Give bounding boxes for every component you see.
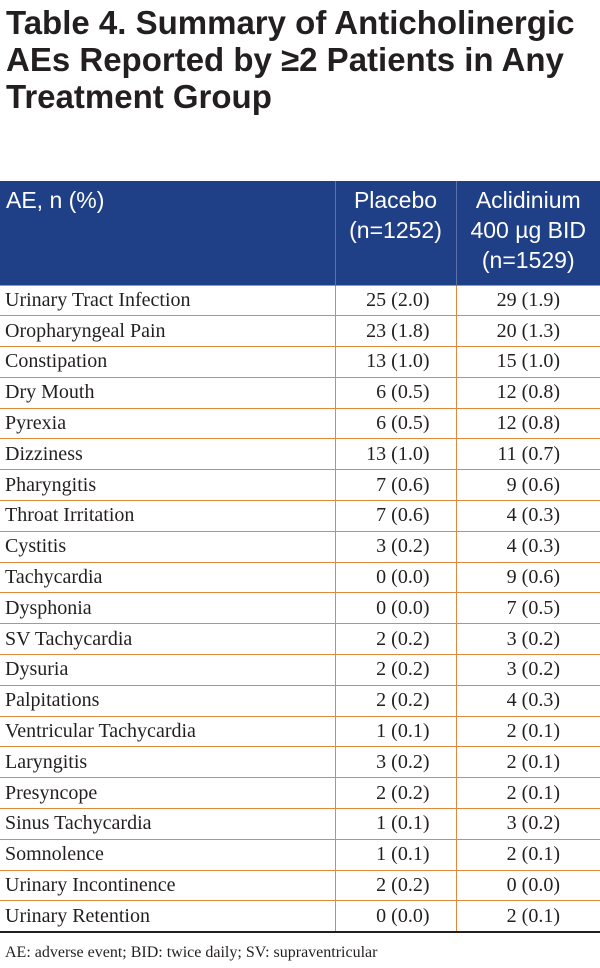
table-row xyxy=(0,778,600,809)
table-row xyxy=(0,285,600,316)
cell-ae: Dysuria xyxy=(0,655,335,686)
header-aclidinium-dose: 400 µg BID xyxy=(470,217,587,243)
cell-aclidinium: 7 (0.5) xyxy=(456,593,600,624)
table-row xyxy=(0,347,600,378)
cell-placebo: 1 (0.1) xyxy=(335,809,456,840)
cell-ae: Throat Irritation xyxy=(0,501,335,532)
cell-aclidinium: 2 (0.1) xyxy=(456,747,600,778)
cell-aclidinium: 9 (0.6) xyxy=(456,562,600,593)
cell-placebo: 13 (1.0) xyxy=(335,347,456,378)
cell-ae: Dysphonia xyxy=(0,593,335,624)
cell-aclidinium: 3 (0.2) xyxy=(456,624,600,655)
table-body xyxy=(0,285,600,932)
cell-ae: Pharyngitis xyxy=(0,470,335,501)
table-row xyxy=(0,501,600,532)
cell-placebo: 3 (0.2) xyxy=(335,747,456,778)
cell-placebo: 0 (0.0) xyxy=(335,593,456,624)
table-row xyxy=(0,624,600,655)
cell-placebo: 23 (1.8) xyxy=(335,316,456,347)
cell-aclidinium: 0 (0.0) xyxy=(456,870,600,901)
cell-ae: Urinary Retention xyxy=(0,901,335,932)
cell-aclidinium: 29 (1.9) xyxy=(456,285,600,316)
table-row xyxy=(0,531,600,562)
cell-placebo: 13 (1.0) xyxy=(335,439,456,470)
cell-aclidinium: 2 (0.1) xyxy=(456,716,600,747)
cell-aclidinium: 15 (1.0) xyxy=(456,347,600,378)
cell-aclidinium: 9 (0.6) xyxy=(456,470,600,501)
cell-placebo: 7 (0.6) xyxy=(335,501,456,532)
header-placebo-n: (n=1252) xyxy=(349,217,442,243)
cell-placebo: 2 (0.2) xyxy=(335,870,456,901)
table-row xyxy=(0,716,600,747)
header-placebo-name: Placebo xyxy=(353,187,438,213)
table-footnote: AE: adverse event; BID: twice daily; SV: supraventricular xyxy=(5,944,378,961)
header-aclidinium-name: Aclidinium xyxy=(475,187,581,213)
cell-ae: SV Tachycardia xyxy=(0,624,335,655)
cell-ae: Constipation xyxy=(0,347,335,378)
table-header xyxy=(0,181,600,285)
cell-ae: Somnolence xyxy=(0,839,335,870)
cell-aclidinium: 3 (0.2) xyxy=(456,655,600,686)
cell-aclidinium: 4 (0.3) xyxy=(456,531,600,562)
cell-ae: Sinus Tachycardia xyxy=(0,809,335,840)
cell-placebo: 2 (0.2) xyxy=(335,685,456,716)
table-row xyxy=(0,870,600,901)
cell-placebo: 0 (0.0) xyxy=(335,562,456,593)
table-row xyxy=(0,747,600,778)
cell-ae: Pyrexia xyxy=(0,408,335,439)
cell-ae: Dizziness xyxy=(0,439,335,470)
cell-ae: Dry Mouth xyxy=(0,377,335,408)
cell-aclidinium: 4 (0.3) xyxy=(456,685,600,716)
header-aclidinium-n: (n=1529) xyxy=(481,247,575,273)
table-row xyxy=(0,316,600,347)
cell-aclidinium: 12 (0.8) xyxy=(456,377,600,408)
header-ae xyxy=(0,181,335,285)
header-placebo xyxy=(335,181,456,285)
cell-ae: Palpitations xyxy=(0,685,335,716)
cell-placebo: 2 (0.2) xyxy=(335,778,456,809)
cell-aclidinium: 4 (0.3) xyxy=(456,501,600,532)
cell-aclidinium: 3 (0.2) xyxy=(456,809,600,840)
cell-aclidinium: 12 (0.8) xyxy=(456,408,600,439)
table-row xyxy=(0,839,600,870)
cell-ae: Cystitis xyxy=(0,531,335,562)
cell-ae: Oropharyngeal Pain xyxy=(0,316,335,347)
cell-placebo: 3 (0.2) xyxy=(335,531,456,562)
cell-aclidinium: 20 (1.3) xyxy=(456,316,600,347)
table-row xyxy=(0,408,600,439)
cell-aclidinium: 2 (0.1) xyxy=(456,901,600,932)
table-title: Table 4. Summary of Anticholinergic AEs Reported by ≥2 Patients in Any Treatment Group xyxy=(6,4,575,115)
table-row xyxy=(0,901,600,932)
cell-placebo: 1 (0.1) xyxy=(335,839,456,870)
cell-placebo: 0 (0.0) xyxy=(335,901,456,932)
cell-aclidinium: 2 (0.1) xyxy=(456,839,600,870)
cell-placebo: 6 (0.5) xyxy=(335,377,456,408)
header-ae-label: AE, n (%) xyxy=(6,187,105,213)
cell-ae: Urinary Incontinence xyxy=(0,870,335,901)
cell-ae: Tachycardia xyxy=(0,562,335,593)
cell-ae: Presyncope xyxy=(0,778,335,809)
cell-placebo: 1 (0.1) xyxy=(335,716,456,747)
table-row xyxy=(0,685,600,716)
cell-placebo: 6 (0.5) xyxy=(335,408,456,439)
cell-aclidinium: 11 (0.7) xyxy=(456,439,600,470)
table-row xyxy=(0,593,600,624)
header-aclidinium xyxy=(456,181,600,285)
table-row xyxy=(0,470,600,501)
table-row xyxy=(0,655,600,686)
cell-placebo: 7 (0.6) xyxy=(335,470,456,501)
header-row xyxy=(0,181,600,285)
cell-ae: Ventricular Tachycardia xyxy=(0,716,335,747)
table-row xyxy=(0,562,600,593)
table-row xyxy=(0,809,600,840)
cell-ae: Laryngitis xyxy=(0,747,335,778)
table-row xyxy=(0,439,600,470)
cell-placebo: 25 (2.0) xyxy=(335,285,456,316)
cell-ae: Urinary Tract Infection xyxy=(0,285,335,316)
ae-summary-table xyxy=(0,181,600,933)
cell-placebo: 2 (0.2) xyxy=(335,624,456,655)
cell-aclidinium: 2 (0.1) xyxy=(456,778,600,809)
table-row xyxy=(0,377,600,408)
cell-placebo: 2 (0.2) xyxy=(335,655,456,686)
